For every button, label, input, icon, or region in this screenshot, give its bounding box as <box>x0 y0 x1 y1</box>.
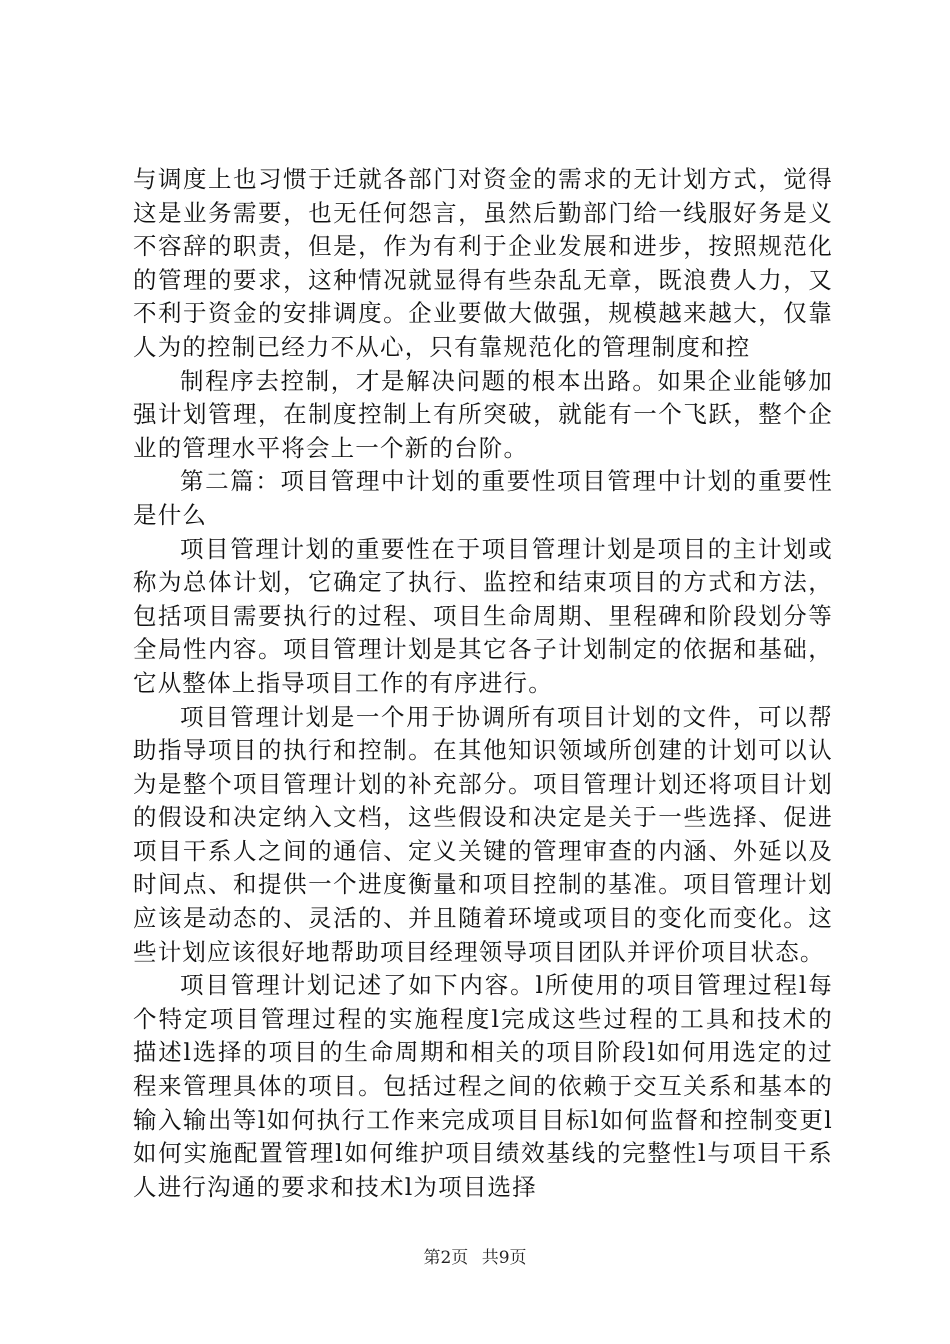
page-number: 第2页 <box>423 1248 469 1268</box>
page-total: 共9页 <box>481 1248 527 1268</box>
page-footer <box>0 1243 950 1268</box>
section-heading: 第二篇：项目管理中计划的重要性项目管理中计划的重要性是什么 <box>133 467 833 529</box>
paragraph-1: 与调度上也习惯于迁就各部门对资金的需求的无计划方式，觉得这是业务需要，也无任何怨言，虽然后勤部门给一线服好务是义不容辞的职责，但是，作为有利于企业发展和进步，按照规范化的管理的要求，这种情况就显得有些杂乱无章，既浪费人力，又不利于资金的安排调度。企业要做大做强，规模越来越大，仅靠人为的控制已经力不从心，只有靠规范化的管理制度和控 <box>133 165 833 361</box>
paragraph-3: 项目管理计划的重要性在于项目管理计划是项目的主计划或称为总体计划，它确定了执行、监控和结束项目的方式和方法，包括项目需要执行的过程、项目生命周期、里程碑和阶段划分等全局性内容。项目管理计划是其它各子计划制定的依据和基础，它从整体上指导项目工作的有序进行。 <box>133 534 833 697</box>
document-body <box>133 163 833 1204</box>
paragraph-4: 项目管理计划是一个用于协调所有项目计划的文件，可以帮助指导项目的执行和控制。在其他知识领域所创建的计划可以认为是整个项目管理计划的补充部分。项目管理计划还将项目计划的假设和决定纳入文档，这些假设和决定是关于一些选择、促进项目干系人之间的通信、定义关键的管理审查的内涵、外延以及时间点、和提供一个进度衡量和项目控制的基准。项目管理计划应该是动态的、灵活的、并且随着环境或项目的变化而变化。这些计划应该很好地帮助项目经理领导项目团队并评价项目状态。 <box>133 702 833 966</box>
paragraph-5: 项目管理计划记述了如下内容。l所使用的项目管理过程l每个特定项目管理过程的实施程度l完成这些过程的工具和技术的描述l选择的项目的生命周期和相关的项目阶段l如何用选定的过程来管理具体的项目。包括过程之间的依赖于交互关系和基本的输入输出等l如何执行工作来完成项目目标l如何监督和控制变更l如何实施配置管理l如何维护项目绩效基线的完整性l与项目干系人进行沟通的要求和技术l为项目选择 <box>133 971 833 1201</box>
paragraph-2: 制程序去控制，才是解决问题的根本出路。如果企业能够加强计划管理，在制度控制上有所突破，就能有一个飞跃，整个企业的管理水平将会上一个新的台阶。 <box>133 366 833 462</box>
